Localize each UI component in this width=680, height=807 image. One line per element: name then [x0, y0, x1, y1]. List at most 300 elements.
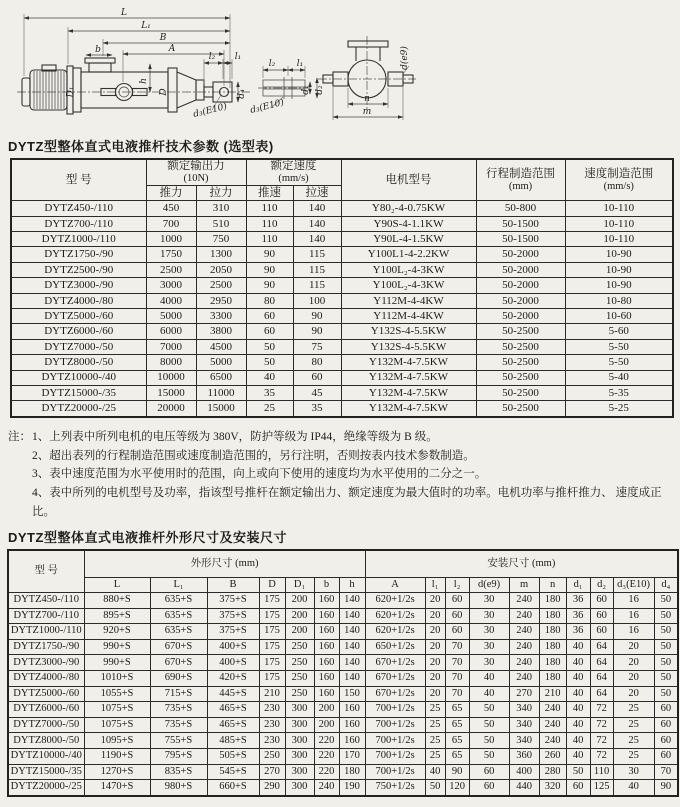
value-cell: 670+1/2s — [365, 655, 425, 671]
value-cell: 140 — [293, 216, 341, 231]
model-cell: DYTZ6000-/60 — [11, 324, 146, 339]
value-cell: 175 — [259, 655, 285, 671]
value-cell: Y90L-4-1.5KW — [341, 232, 476, 247]
value-cell: 16 — [613, 624, 654, 640]
value-cell: 100 — [293, 293, 341, 308]
value-cell: 60 — [654, 717, 678, 733]
model-cell: DYTZ450-/110 — [11, 201, 146, 216]
value-cell: 505+S — [207, 748, 259, 764]
value-cell: 160 — [339, 733, 365, 749]
value-cell: Y100L1-4-2.2KW — [341, 247, 476, 262]
value-cell: 60 — [469, 764, 509, 780]
value-cell: 260 — [539, 748, 566, 764]
value-cell: 5-50 — [565, 339, 673, 354]
value-cell: 320 — [539, 780, 566, 796]
model-cell: DYTZ4000-/80 — [11, 293, 146, 308]
dimension-table — [7, 549, 679, 797]
col-group-outline: 外形尺寸 (mm) — [84, 550, 365, 578]
value-cell: 180 — [539, 593, 566, 609]
value-cell: 755+S — [150, 733, 207, 749]
value-cell: 50-2000 — [476, 293, 565, 308]
value-cell: 20 — [425, 686, 445, 702]
note-item: 4、表中所列的电机型号及功率，指该型号推杆在额定输出力、额定速度为最大值时的功率。电机功率与推杆推力、 速度成正比。 — [32, 486, 662, 518]
value-cell: 700+1/2s — [365, 702, 425, 718]
col-header-l2: l₂ — [445, 578, 469, 593]
col-header-de9: d(e9) — [469, 578, 509, 593]
value-cell: 30 — [613, 764, 654, 780]
value-cell: 5-25 — [565, 401, 673, 417]
value-cell: 670+S — [150, 655, 207, 671]
value-cell: 300 — [285, 780, 314, 796]
col-header-m: m — [509, 578, 539, 593]
model-cell: DYTZ450-/110 — [8, 593, 84, 609]
value-cell: 10-90 — [565, 262, 673, 277]
value-cell: 120 — [445, 780, 469, 796]
value-cell: 10-90 — [565, 247, 673, 262]
dim-label-d4: d₄ — [237, 89, 247, 99]
col-group-mount: 安装尺寸 (mm) — [365, 550, 678, 578]
value-cell: 72 — [590, 748, 613, 764]
value-cell: 140 — [339, 624, 365, 640]
value-cell: 50-2500 — [476, 339, 565, 354]
col-header-rated-force — [146, 159, 246, 186]
value-cell: 60 — [293, 370, 341, 385]
value-cell: 40 — [566, 670, 590, 686]
table-row — [11, 339, 673, 354]
value-cell: 700+1/2s — [365, 733, 425, 749]
value-cell: 50 — [469, 702, 509, 718]
table-row — [8, 780, 678, 796]
value-cell: 375+S — [207, 624, 259, 640]
value-cell: 90 — [246, 247, 293, 262]
value-cell: 175 — [259, 670, 285, 686]
table-row — [8, 702, 678, 718]
value-cell: 250 — [285, 655, 314, 671]
model-cell: DYTZ4000-/80 — [8, 670, 84, 686]
table2-title: DYTZ型整体直式电液推杆外形尺寸及安装尺寸 — [8, 530, 287, 545]
model-cell: DYTZ3000-/90 — [11, 278, 146, 293]
model-cell: DYTZ7000-/50 — [11, 339, 146, 354]
value-cell: 1075+S — [84, 717, 150, 733]
dim-label-d3e10: d₃(E10) — [192, 101, 229, 120]
value-cell: 980+S — [150, 780, 207, 796]
value-cell: 50-2500 — [476, 324, 565, 339]
value-cell: 160 — [314, 655, 339, 671]
model-cell: DYTZ3000-/90 — [8, 655, 84, 671]
table-row — [11, 401, 673, 417]
value-cell: 445+S — [207, 686, 259, 702]
value-cell: 240 — [509, 670, 539, 686]
value-cell: 300 — [285, 764, 314, 780]
value-cell: 635+S — [150, 608, 207, 624]
value-cell: 200 — [314, 702, 339, 718]
value-cell: 620+1/2s — [365, 608, 425, 624]
value-cell: Y132M-4-7.5KW — [341, 370, 476, 385]
value-cell: 650+1/2s — [365, 639, 425, 655]
value-cell: 11000 — [196, 385, 246, 400]
value-cell: 250 — [259, 748, 285, 764]
value-cell: 1300 — [196, 247, 246, 262]
value-cell: 5000 — [196, 355, 246, 370]
value-cell: 835+S — [150, 764, 207, 780]
value-cell: 670+S — [150, 639, 207, 655]
value-cell: 25 — [613, 748, 654, 764]
value-cell: 50 — [469, 717, 509, 733]
value-cell: 90 — [246, 262, 293, 277]
value-cell: 200 — [285, 608, 314, 624]
detail-label-d1: d₁ — [301, 85, 311, 95]
detail-label-d3e10: d₃(E10) — [249, 97, 286, 116]
value-cell: 60 — [246, 309, 293, 324]
value-cell: 70 — [445, 670, 469, 686]
value-cell: 700 — [146, 216, 196, 231]
endview-label-n: n — [364, 94, 370, 104]
value-cell: 2050 — [196, 262, 246, 277]
value-cell: 545+S — [207, 764, 259, 780]
value-cell: 40 — [566, 748, 590, 764]
col-header-pull-speed: 拉速 — [293, 186, 341, 201]
endview-label-de9: d(e9) — [400, 46, 410, 70]
value-cell: 50 — [246, 355, 293, 370]
value-cell: 690+S — [150, 670, 207, 686]
value-cell: 20 — [425, 670, 445, 686]
value-cell: 160 — [314, 639, 339, 655]
value-cell: 240 — [509, 608, 539, 624]
value-cell: 750+1/2s — [365, 780, 425, 796]
value-cell: 880+S — [84, 593, 150, 609]
value-cell: 25 — [613, 733, 654, 749]
table-row — [11, 278, 673, 293]
value-cell: 72 — [590, 717, 613, 733]
value-cell: 30 — [469, 639, 509, 655]
value-cell: 20 — [425, 593, 445, 609]
value-cell: 715+S — [150, 686, 207, 702]
value-cell: 340 — [509, 702, 539, 718]
value-cell: 65 — [445, 733, 469, 749]
value-cell: 60 — [654, 733, 678, 749]
value-cell: 5-60 — [565, 324, 673, 339]
value-cell: 50-1500 — [476, 216, 565, 231]
col-header-D1: D₁ — [285, 578, 314, 593]
value-cell: 20 — [425, 639, 445, 655]
value-cell: 180 — [539, 655, 566, 671]
model-cell: DYTZ6000-/60 — [8, 702, 84, 718]
col-header-model: 型 号 — [11, 159, 146, 201]
speed-range-label: 速度制造范围 — [584, 167, 654, 180]
value-cell: 240 — [314, 780, 339, 796]
value-cell: 990+S — [84, 639, 150, 655]
value-cell: 50-2500 — [476, 401, 565, 417]
note-item: 2、超出表列的行程制造范围或速度制造范围的，另行注明，否则按表内技术参数制造。 — [32, 449, 475, 462]
value-cell: 920+S — [84, 624, 150, 640]
value-cell: 150 — [339, 686, 365, 702]
endview-label-m: m — [362, 107, 372, 117]
value-cell: 735+S — [150, 717, 207, 733]
value-cell: 50-1500 — [476, 232, 565, 247]
value-cell: 90 — [654, 780, 678, 796]
value-cell: 220 — [314, 733, 339, 749]
value-cell: 300 — [285, 717, 314, 733]
value-cell: 250 — [285, 686, 314, 702]
value-cell: 670+1/2s — [365, 670, 425, 686]
value-cell: 200 — [314, 717, 339, 733]
value-cell: 210 — [539, 686, 566, 702]
value-cell: 20000 — [146, 401, 196, 417]
value-cell: 180 — [539, 608, 566, 624]
value-cell: 10-80 — [565, 293, 673, 308]
dim-label-D: D — [159, 88, 169, 96]
value-cell: 175 — [259, 593, 285, 609]
technical-drawing — [0, 0, 680, 134]
model-cell: DYTZ1000-/110 — [8, 624, 84, 640]
col-header-d2: d₂ — [590, 578, 613, 593]
clevis-detail-drawing — [249, 59, 325, 116]
value-cell: 25 — [246, 401, 293, 417]
table-row — [8, 593, 678, 609]
value-cell: 30 — [469, 593, 509, 609]
value-cell: 1470+S — [84, 780, 150, 796]
value-cell: 40 — [566, 655, 590, 671]
value-cell: 15000 — [146, 385, 196, 400]
value-cell: 60 — [566, 780, 590, 796]
value-cell: 70 — [445, 639, 469, 655]
col-header-b: b — [314, 578, 339, 593]
detail-label-d2: d₂ — [315, 85, 325, 95]
value-cell: 700+1/2s — [365, 764, 425, 780]
value-cell: 65 — [445, 717, 469, 733]
value-cell: 735+S — [150, 702, 207, 718]
value-cell: Y132M-4-7.5KW — [341, 355, 476, 370]
value-cell: 60 — [590, 624, 613, 640]
value-cell: 40 — [246, 370, 293, 385]
value-cell: 635+S — [150, 624, 207, 640]
value-cell: 4000 — [146, 293, 196, 308]
rated-force-label: 额定输出力 — [167, 160, 225, 172]
value-cell: 220 — [314, 764, 339, 780]
value-cell: 40 — [566, 686, 590, 702]
end-view-drawing — [318, 36, 416, 120]
value-cell: 25 — [425, 702, 445, 718]
value-cell: 50 — [654, 655, 678, 671]
value-cell: 510 — [196, 216, 246, 231]
model-cell: DYTZ2500-/90 — [11, 262, 146, 277]
value-cell: 485+S — [207, 733, 259, 749]
value-cell: 25 — [425, 733, 445, 749]
value-cell: 4500 — [196, 339, 246, 354]
value-cell: 1095+S — [84, 733, 150, 749]
table-row — [8, 639, 678, 655]
value-cell: 125 — [590, 780, 613, 796]
value-cell: 750 — [196, 232, 246, 247]
value-cell: 310 — [196, 201, 246, 216]
col-header-D: D — [259, 578, 285, 593]
spec-table — [10, 158, 674, 418]
stroke-range-unit: (mm) — [508, 180, 533, 192]
value-cell: 70 — [654, 764, 678, 780]
value-cell: 160 — [314, 593, 339, 609]
value-cell: 30 — [469, 655, 509, 671]
value-cell: 1270+S — [84, 764, 150, 780]
value-cell: 340 — [509, 717, 539, 733]
value-cell: 5-50 — [565, 355, 673, 370]
value-cell: 465+S — [207, 717, 259, 733]
dim-label-l1: l₁ — [234, 52, 242, 62]
notes-prefix: 注： — [8, 431, 31, 443]
model-cell: DYTZ5000-/60 — [8, 686, 84, 702]
value-cell: 80 — [293, 355, 341, 370]
value-cell: 90 — [246, 278, 293, 293]
value-cell: 20 — [425, 624, 445, 640]
col-header-d3e10: d₃(E10) — [613, 578, 654, 593]
side-view-drawing — [17, 8, 250, 120]
value-cell: 175 — [259, 624, 285, 640]
dim-label-b: b — [95, 45, 101, 55]
value-cell: 635+S — [150, 593, 207, 609]
value-cell: Y100L₂-4-3KW — [341, 278, 476, 293]
value-cell: 60 — [654, 702, 678, 718]
value-cell: 400+S — [207, 655, 259, 671]
value-cell: 60 — [445, 593, 469, 609]
model-cell: DYTZ1000-/110 — [11, 232, 146, 247]
value-cell: 140 — [339, 593, 365, 609]
col-header-L: L — [84, 578, 150, 593]
table-row — [11, 216, 673, 231]
table-row — [8, 655, 678, 671]
value-cell: 240 — [509, 655, 539, 671]
value-cell: 40 — [613, 780, 654, 796]
value-cell: Y132M-4-7.5KW — [341, 385, 476, 400]
col-header-L1: L₁ — [150, 578, 207, 593]
value-cell: 65 — [445, 702, 469, 718]
value-cell: 50 — [654, 639, 678, 655]
value-cell: 16 — [613, 593, 654, 609]
value-cell: 300 — [285, 748, 314, 764]
value-cell: 20 — [613, 639, 654, 655]
value-cell: 270 — [509, 686, 539, 702]
value-cell: 60 — [590, 608, 613, 624]
table-row — [11, 247, 673, 262]
value-cell: 160 — [314, 608, 339, 624]
value-cell: 35 — [293, 401, 341, 417]
table-row — [8, 686, 678, 702]
value-cell: 3300 — [196, 309, 246, 324]
value-cell: 400+S — [207, 639, 259, 655]
value-cell: 170 — [339, 748, 365, 764]
model-cell: DYTZ700-/110 — [11, 216, 146, 231]
value-cell: 50 — [654, 686, 678, 702]
value-cell: 64 — [590, 639, 613, 655]
table-row — [11, 293, 673, 308]
value-cell: 5-35 — [565, 385, 673, 400]
value-cell: Y132S-4-5.5KW — [341, 324, 476, 339]
value-cell: 50 — [425, 780, 445, 796]
note-item: 3、表中速度范围为水平使用时的范围，向上或向下使用的速度均为水平使用的二分之一。 — [32, 468, 487, 481]
value-cell: 375+S — [207, 593, 259, 609]
table-row — [8, 733, 678, 749]
value-cell: 50-2000 — [476, 262, 565, 277]
col-header-B: B — [207, 578, 259, 593]
value-cell: 6000 — [146, 324, 196, 339]
value-cell: Y132S-4-5.5KW — [341, 339, 476, 354]
value-cell: 660+S — [207, 780, 259, 796]
value-cell: 10-60 — [565, 309, 673, 324]
col-header-push-speed: 推速 — [246, 186, 293, 201]
value-cell: Y132M-4-7.5KW — [341, 401, 476, 417]
col-header-model: 型 号 — [8, 550, 84, 593]
value-cell: 2950 — [196, 293, 246, 308]
col-header-rated-speed — [246, 159, 341, 186]
value-cell: 160 — [314, 624, 339, 640]
model-cell: DYTZ10000-/40 — [8, 748, 84, 764]
col-header-pull-force: 拉力 — [196, 186, 246, 201]
value-cell: 40 — [566, 702, 590, 718]
table-row — [11, 309, 673, 324]
value-cell: 180 — [539, 639, 566, 655]
value-cell: 40 — [469, 686, 509, 702]
detail-label-l2: l₂ — [268, 59, 276, 69]
value-cell: 340 — [509, 733, 539, 749]
value-cell: 110 — [590, 764, 613, 780]
value-cell: 50 — [469, 733, 509, 749]
dim-label-L1: L₁ — [141, 21, 151, 31]
value-cell: 1000 — [146, 232, 196, 247]
value-cell: 3800 — [196, 324, 246, 339]
model-cell: DYTZ1750-/90 — [11, 247, 146, 262]
value-cell: Y80₂-4-0.75KW — [341, 201, 476, 216]
value-cell: 50-2000 — [476, 309, 565, 324]
value-cell: 60 — [654, 748, 678, 764]
model-cell: DYTZ20000-/25 — [11, 401, 146, 417]
dim-label-A: A — [168, 44, 176, 54]
value-cell: 115 — [293, 247, 341, 262]
value-cell: 250 — [285, 670, 314, 686]
value-cell: 40 — [469, 670, 509, 686]
value-cell: 40 — [566, 717, 590, 733]
value-cell: 20 — [613, 670, 654, 686]
value-cell: 8000 — [146, 355, 196, 370]
value-cell: 36 — [566, 624, 590, 640]
value-cell: 50 — [654, 670, 678, 686]
value-cell: 1750 — [146, 247, 196, 262]
value-cell: 160 — [339, 702, 365, 718]
value-cell: 140 — [339, 655, 365, 671]
value-cell: 795+S — [150, 748, 207, 764]
value-cell: 50 — [566, 764, 590, 780]
value-cell: 670+1/2s — [365, 686, 425, 702]
value-cell: 700+1/2s — [365, 748, 425, 764]
value-cell: 64 — [590, 655, 613, 671]
table-row — [11, 232, 673, 247]
model-cell: DYTZ8000-/50 — [8, 733, 84, 749]
value-cell: 50-2000 — [476, 278, 565, 293]
model-cell: DYTZ15000-/35 — [11, 385, 146, 400]
value-cell: 375+S — [207, 608, 259, 624]
col-header-motor: 电机型号 — [341, 159, 476, 201]
value-cell: 72 — [590, 702, 613, 718]
notes-block — [8, 428, 664, 521]
value-cell: 3000 — [146, 278, 196, 293]
value-cell: 160 — [314, 686, 339, 702]
value-cell: 50 — [654, 624, 678, 640]
dim-label-l2: l₂ — [208, 52, 216, 62]
table-row — [11, 385, 673, 400]
value-cell: 36 — [566, 608, 590, 624]
col-header-l1: l₁ — [425, 578, 445, 593]
value-cell: 90 — [293, 324, 341, 339]
table-row — [11, 355, 673, 370]
model-cell: DYTZ20000-/25 — [8, 780, 84, 796]
table-row — [8, 764, 678, 780]
